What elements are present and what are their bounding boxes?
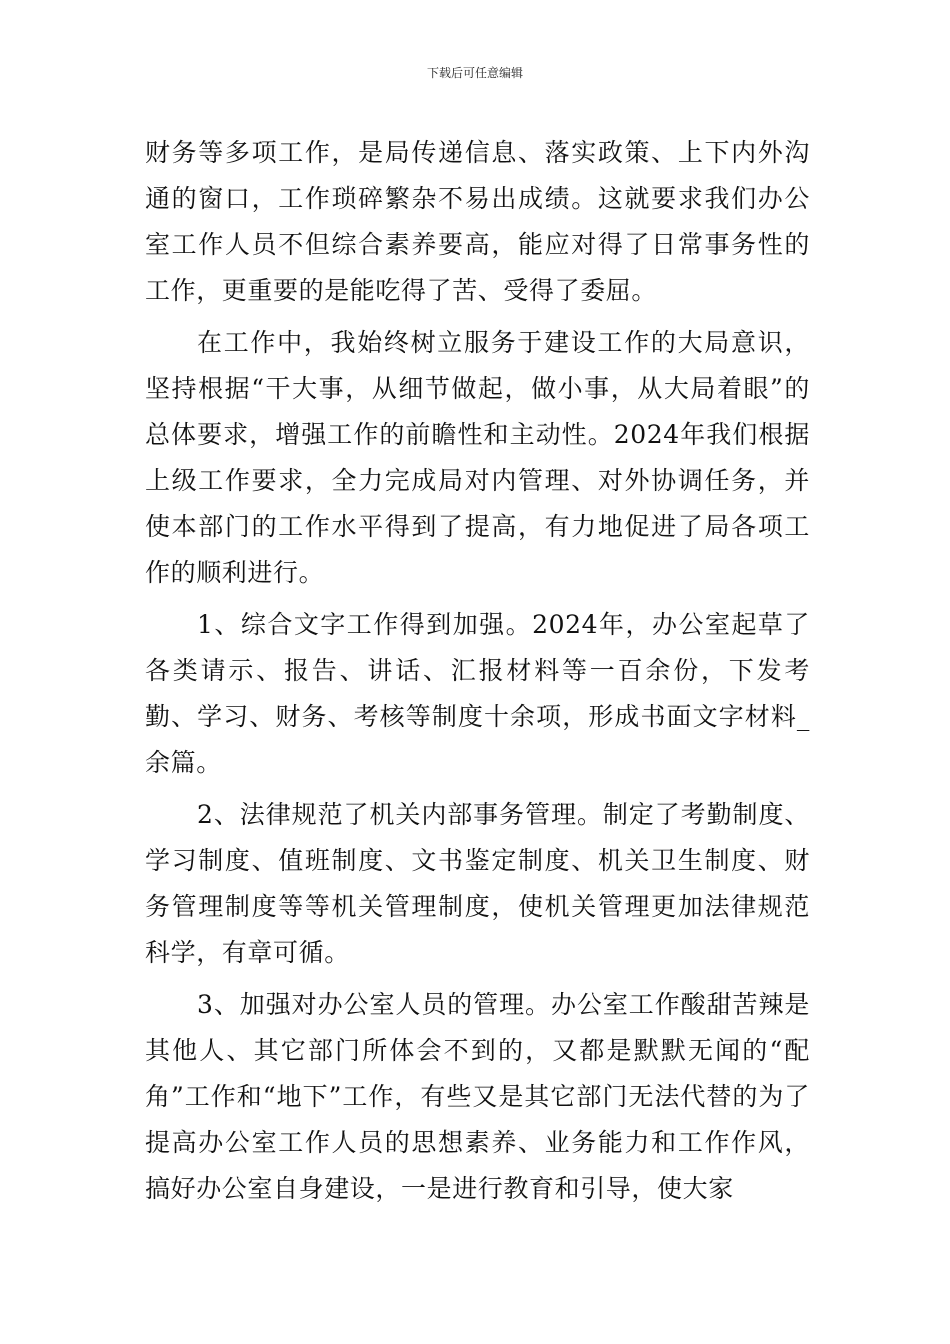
paragraph-work-overview: 在工作中，我始终树立服务于建设工作的大局意识，坚持根据“干大事，从细节做起，做小事，从大局着眼”的总体要求，增强工作的前瞻性和主动性。2024年我们根据上级工作要求，全力完成局对内管理、对外协调任务，并使本部门的工作水平得到了提高，有力地促进了局各项工作的顺利进行。	[145, 328, 810, 587]
paragraph-item-3-staff: 3、加强对办公室人员的管理。办公室工作酸甜苦辣是其他人、其它部门所体会不到的，又都是默默无闻的“配角”工作和“地下”工作，有些又是其它部门无法代替的为了提高办公室工作人员的思想素养、业务能力和工作作风，搞好办公室自身建设，一是进行教育和引导，使大家	[145, 990, 810, 1203]
paragraph-item-2-management: 2、法律规范了机关内部事务管理。制定了考勤制度、学习制度、值班制度、文书鉴定制度、机关卫生制度、财务管理制度等等机关管理制度，使机关管理更加法律规范科学，有章可循。	[145, 800, 810, 967]
page-header-note: 下载后可任意编辑	[426, 66, 523, 80]
document-body	[145, 130, 810, 1212]
paragraph-item-1-writing: 1、综合文字工作得到加强。2024年，办公室起草了各类请示、报告、讲话、汇报材料等一百余份，下发考勤、学习、财务、考核等制度十余项，形成书面文字材料_余篇。	[145, 610, 810, 777]
paragraph-continued: 财务等多项工作，是局传递信息、落实政策、上下内外沟通的窗口，工作琐碎繁杂不易出成绩。这就要求我们办公室工作人员不但综合素养要高，能应对得了日常事务性的工作，更重要的是能吃得了苦、受得了委屈。	[145, 138, 810, 305]
